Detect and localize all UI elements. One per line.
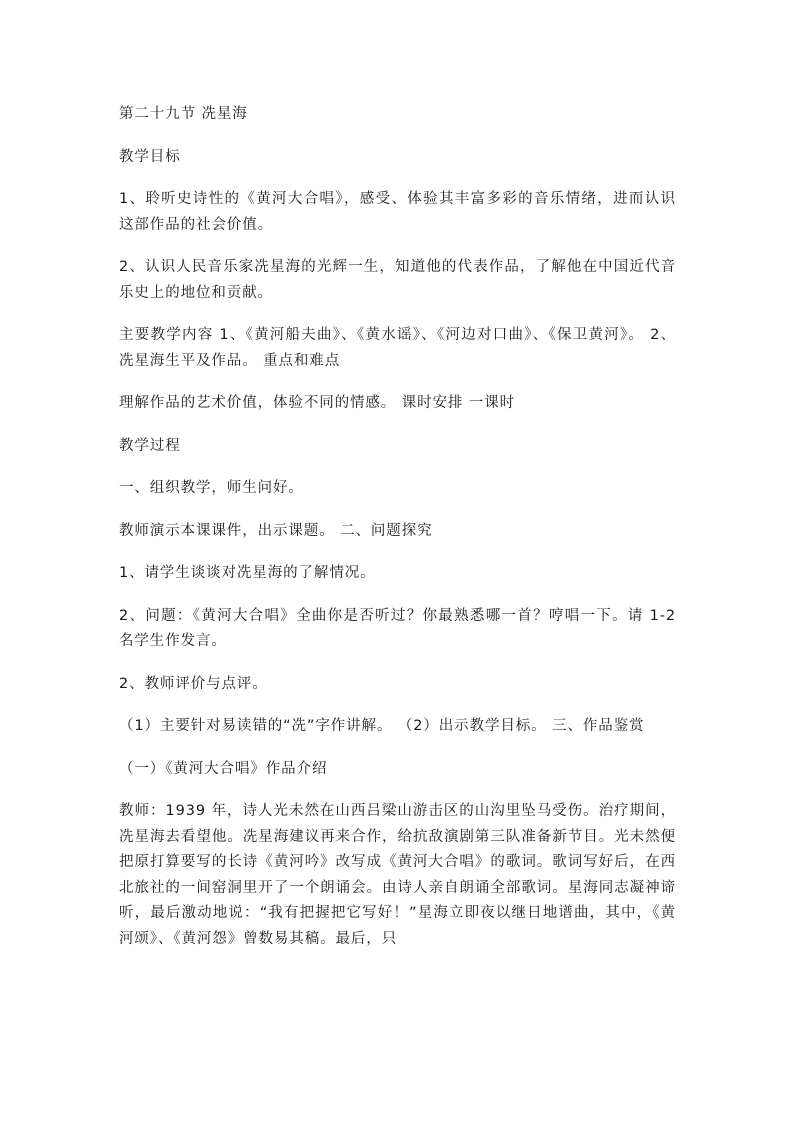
paragraph-main-content: 主要教学内容 1、《黄河船夫曲》、《黄水谣》、《河边对口曲》、《保卫黄河》。 2、冼星海生平及作品。 重点和难点 <box>119 327 676 369</box>
paragraph-courseware: 教师演示本课课件，出示课题。 二、问题探究 <box>119 522 433 539</box>
paragraph-question-2: 2、问题：《黄河大合唱》全曲你是否听过？你最熟悉哪一首？哼唱一下。请 1-2 名学生作发言。 <box>119 607 676 649</box>
paragraph-explanation: （1）主要针对易读错的“冼”字作讲解。 （2）出示教学目标。 三、作品鉴赏 <box>119 718 645 734</box>
paragraph-goal-1: 1、聆听史诗性的《黄河大合唱》，感受、体验其丰富多彩的音乐情绪，进而认识这部作品的社会价值。 <box>119 191 676 233</box>
paragraph-evaluation: 2、教师评价与点评。 <box>119 675 268 692</box>
section-title: 第二十九节 冼星海 <box>119 106 248 122</box>
paragraph-goal-2: 2、认识人民音乐家冼星海的光辉一生，知道他的代表作品，了解他在中国近代音乐史上的地位和贡献。 <box>119 259 676 301</box>
paragraph-difficulty: 理解作品的艺术价值，体验不同的情感。 课时安排 一课时 <box>119 395 516 411</box>
heading-work-intro: （一）《黄河大合唱》作品介绍 <box>119 760 328 777</box>
paragraph-teacher-narration: 教师：1939 年，诗人光未然在山西吕梁山游击区的山沟里坠马受伤。治疗期间，冼星海去看望他。冼星海建议再来合作，给抗敌演剧第三队准备新节目。光未然便把原打算要写的长诗《黄河吟》改写成《黄河大合唱》的歌词。歌词写好后，在西北旅社的一间窑洞里开了一个朗诵会。由诗人亲自朗诵全部歌词。星海同志凝神谛听，最后激动地说：“我有把握把它写好！”星海立即夜以继日地谱曲，其中，《黄河颂》、《黄河怨》曾数易其稿。最后，只 <box>119 803 676 947</box>
heading-teaching-goals: 教学目标 <box>119 148 181 165</box>
heading-teaching-process: 教学过程 <box>119 437 181 454</box>
paragraph-step-1: 一、组织教学，师生问好。 <box>119 480 304 496</box>
paragraph-question-1: 1、请学生谈谈对冼星海的了解情况。 <box>119 565 376 581</box>
